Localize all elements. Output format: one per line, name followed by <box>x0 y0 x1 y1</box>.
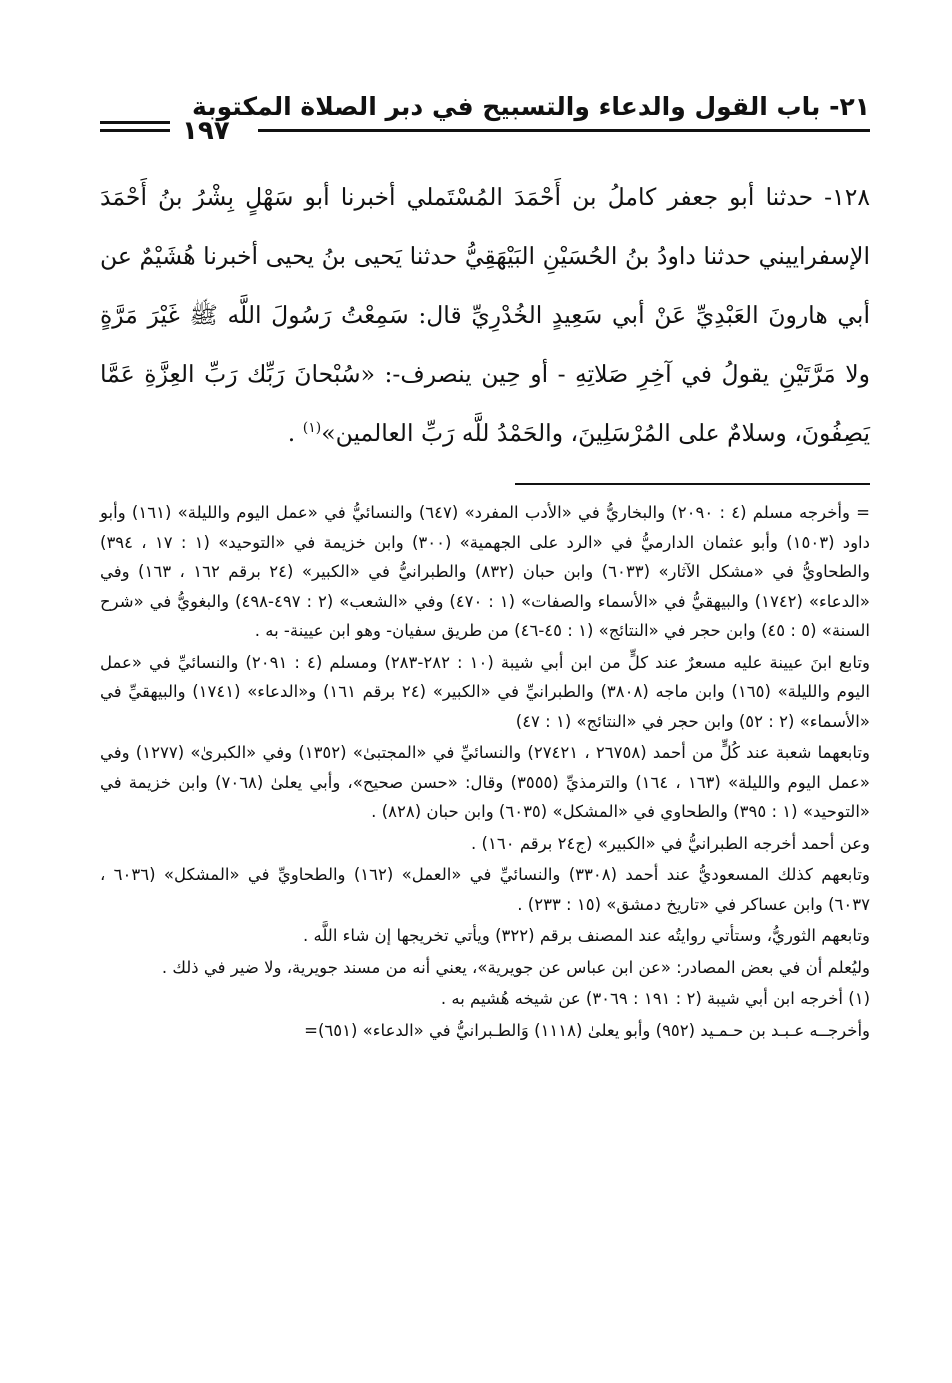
footnote-paragraph: وعن أحمد أخرجه الطبرانيُّ في «الكبير» (ج٢٤ برقم ١٦٠) . <box>471 833 870 853</box>
hadith-paragraph <box>100 168 870 463</box>
footnote-paragraph: وتابعهم كذلك المسعوديُّ عند أحمد (٣٣٠٨) والنسائيِّ في «العمل» (١٦٢) والطحاويِّ في «المشكل» (٦٠٣٦ ، ٦٠٣٧) وابن عساكر في «تاريخ دمشق» (١٥ : ٢٣٣) . <box>100 865 870 914</box>
footnote-paragraph: وتابعهم الثوريُّ، وستأتي روايتُه عند المصنف برقم (٣٢٢) ويأتي تخريجها إن شاء اللَّه . <box>303 926 870 945</box>
hadith-end: . <box>287 419 303 447</box>
footnote-paragraph: وليُعلم أن في بعض المصادر: «عن ابن عباس عن جويرية»، يعني أنه من مسند جويرية، ولا ضير في ذلك . <box>161 957 870 977</box>
hadith-body: ١٢٨- حدثنا أبو جعفر كاملُ بن أَحْمَدَ المُسْتَملي أخبرنا أبو سَهْلٍ بِشْرُ بنُ أَحْمَدَ الإسفراييني حدثنا داودُ بنُ الحُسَيْنِ البَيْهَقِيُّ حدثنا يَحيى بنُ يحيى أخبرنا هُشَيْمٌ عن أبي هارونَ العَبْدِيِّ عَنْ أبي سَعِيدٍ الخُدْرِيِّ قال: سَمِعْتُ رَسُولَ اللَّه ﷺ غَيْرَ مَرَّةٍ ولا مَرَّتَيْنِ يقولُ في آخِرِ صَلاتِهِ - أو حِين ينصرف-: «سُبْحانَ رَبِّك رَبِّ العِزَّةِ عَمَّا يَصِفُونَ، وسلامٌ على المُرْسَلِينَ، والحَمْدُ للَّه رَبِّ العالمين» <box>100 183 870 447</box>
footnote-paragraph: وتابع ابنَ عيينة عليه مسعرٌ عند كلٍّ من ابن أبي شيبة (١٠ : ٢٨٢-٢٨٣) ومسلم (٤ : ٢٠٩١) والنسائيِّ في «عمل اليوم والليلة» (١٦٥) وابن ماجه (٣٨٠٨) والطبرانيِّ في «الكبير» (٢٤ برقم ١٦١) و«الدعاء» (١٧٤١) والبيهقيِّ في «الأسماء» (٢ : ٥٢) وابن حجر في «النتائج» (١ : ٤٧) <box>100 652 870 731</box>
footnote-marker: (١) <box>302 420 322 437</box>
header-left-rule-top <box>100 121 170 124</box>
header-underline <box>258 129 870 132</box>
page-number: ١٩٧ <box>182 116 230 146</box>
page-header <box>100 86 870 146</box>
footnote-separator <box>515 483 870 485</box>
footnote-paragraph: = وأخرجه مسلم (٤ : ٢٠٩٠) والبخاريُّ في «الأدب المفرد» (٦٤٧) والنسائيُّ في «عمل اليوم والليلة» (١٦١) وأبو داود (١٥٠٣) وأبو عثمان الدارميُّ في «الرد على الجهمية» (٣٠٠) وابن خزيمة في «التوحيد» (١ : ١٧ ، ٣٩٤) والطحاويُّ في «مشكل الآثار» (٦٠٣٣) وابن حبان (٨٣٢) والطبرانيُّ في «الكبير» (٢٤ برقم ١٦٢ ، ١٦٣) وفي «الدعاء» (١٧٤٢) والبيهقيُّ في «الأسماء والصفات» (١ : ٤٧٠) وفي «الشعب» (٢ : ٤٩٧-٤٩٨) والبغويُّ في «شرح السنة» (٥ : ٤٥) وابن حجر في «النتائج» (١ : ٤٥-٤٦) من طريق سفيان- وهو ابن عيينة- به . <box>100 503 871 640</box>
chapter-title: ٢١- باب القول والدعاء والتسبيح في دبر الصلاة المكتوبة <box>192 92 870 121</box>
footnotes <box>100 498 870 1047</box>
footnote-paragraph: (١) أخرجه ابن أبي شيبة (٢ : ١٩١ : ٣٠٦٩) عن شيخه هُشيم به . <box>440 989 870 1008</box>
header-left-rule-bottom <box>100 129 170 132</box>
footnote-paragraph: وأخرجــه عـبـد بن حـمـيد (٩٥٢) وأبو يعلىٰ (١١١٨) وَالطـبرانيُّ في «الدعاء» (٦٥١)= <box>304 1020 870 1040</box>
footnote-paragraph: وتابعهما شعبة عند كُلٍّ من أحمد (٢٦٧٥٨ ، ٢٧٤٢١) والنسائيِّ في «المجتبىٰ» (١٣٥٢) وفي «الكبرىٰ» (١٢٧٧) وفي «عمل اليوم والليلة» (١٦٣ ، ١٦٤) والترمذيِّ (٣٥٥٥) وقال: «حسن صحيح»، وأبي يعلىٰ (٧٠٦٨) وابن خزيمة في «التوحيد» (١ : ٣٩٥) والطحاوي في «المشكل» (٦٠٣٥) وابن حبان (٨٢٨) . <box>100 743 870 821</box>
hadith-text <box>100 168 870 463</box>
